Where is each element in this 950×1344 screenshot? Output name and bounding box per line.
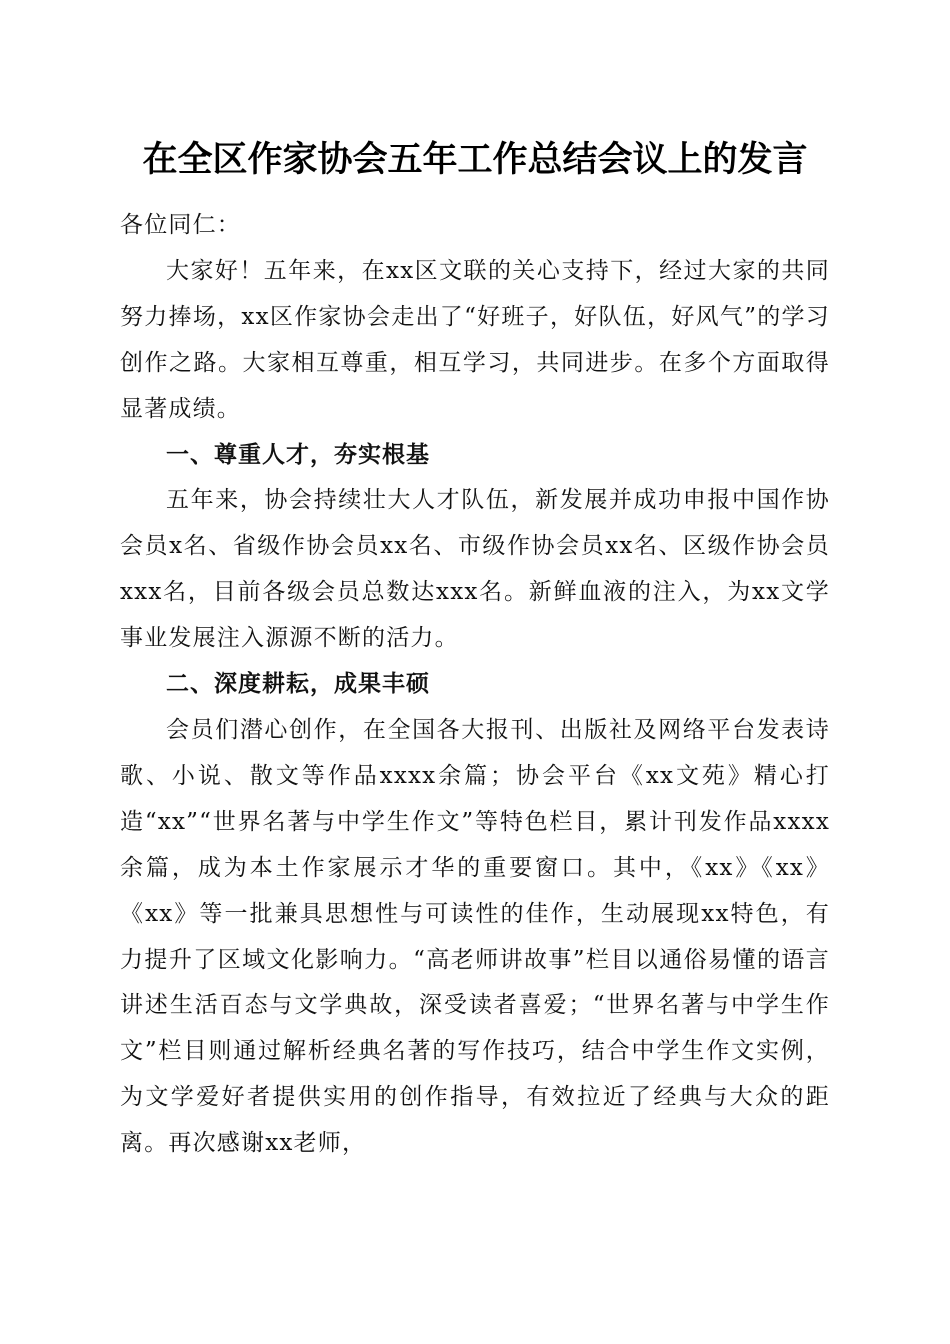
paragraph-intro: 大家好！五年来，在xx区文联的关心支持下，经过大家的共同努力捧场，xx区作家协会走出了“好班子，好队伍，好风气”的学习创作之路。大家相互尊重，相互学习，共同进步。在多个方面取得显著成绩。 <box>120 257 830 422</box>
paragraph-talent: 五年来，协会持续壮大人才队伍，新发展并成功申报中国作协会员x名、省级作协会员xx名、市级作协会员xx名、区级作协会员xxx名，目前各级会员总数达xxx名。新鲜血液的注入，为xx文学事业发展注入源源不断的活力。 <box>120 487 830 652</box>
section-heading-talent: 一、尊重人才，夯实根基 <box>166 441 430 468</box>
document-title: 在全区作家协会五年工作总结会议上的发言 <box>142 139 808 180</box>
document-body <box>120 203 830 1167</box>
paragraph-achievements: 会员们潜心创作，在全国各大报刊、出版社及网络平台发表诗歌、小说、散文等作品xxxx余篇；协会平台《xx文苑》精心打造“xx”“世界名著与中学生作文”等特色栏目，累计刊发作品xxxx余篇，成为本土作家展示才华的重要窗口。其中，《xx》《xx》《xx》等一批兼具思想性与可读性的佳作，生动展现xx特色，有力提升了区域文化影响力。“高老师讲故事”栏目以通俗易懂的语言讲述生活百态与文学典故，深受读者喜爱；“世界名著与中学生作文”栏目则通过解析经典名著的写作技巧，结合中学生作文实例，为文学爱好者提供实用的创作指导，有效拉近了经典与大众的距离。再次感谢xx老师， <box>120 716 830 1157</box>
greeting: 各位同仁： <box>120 212 241 238</box>
section-heading-achievements: 二、深度耕耘，成果丰硕 <box>166 671 430 698</box>
